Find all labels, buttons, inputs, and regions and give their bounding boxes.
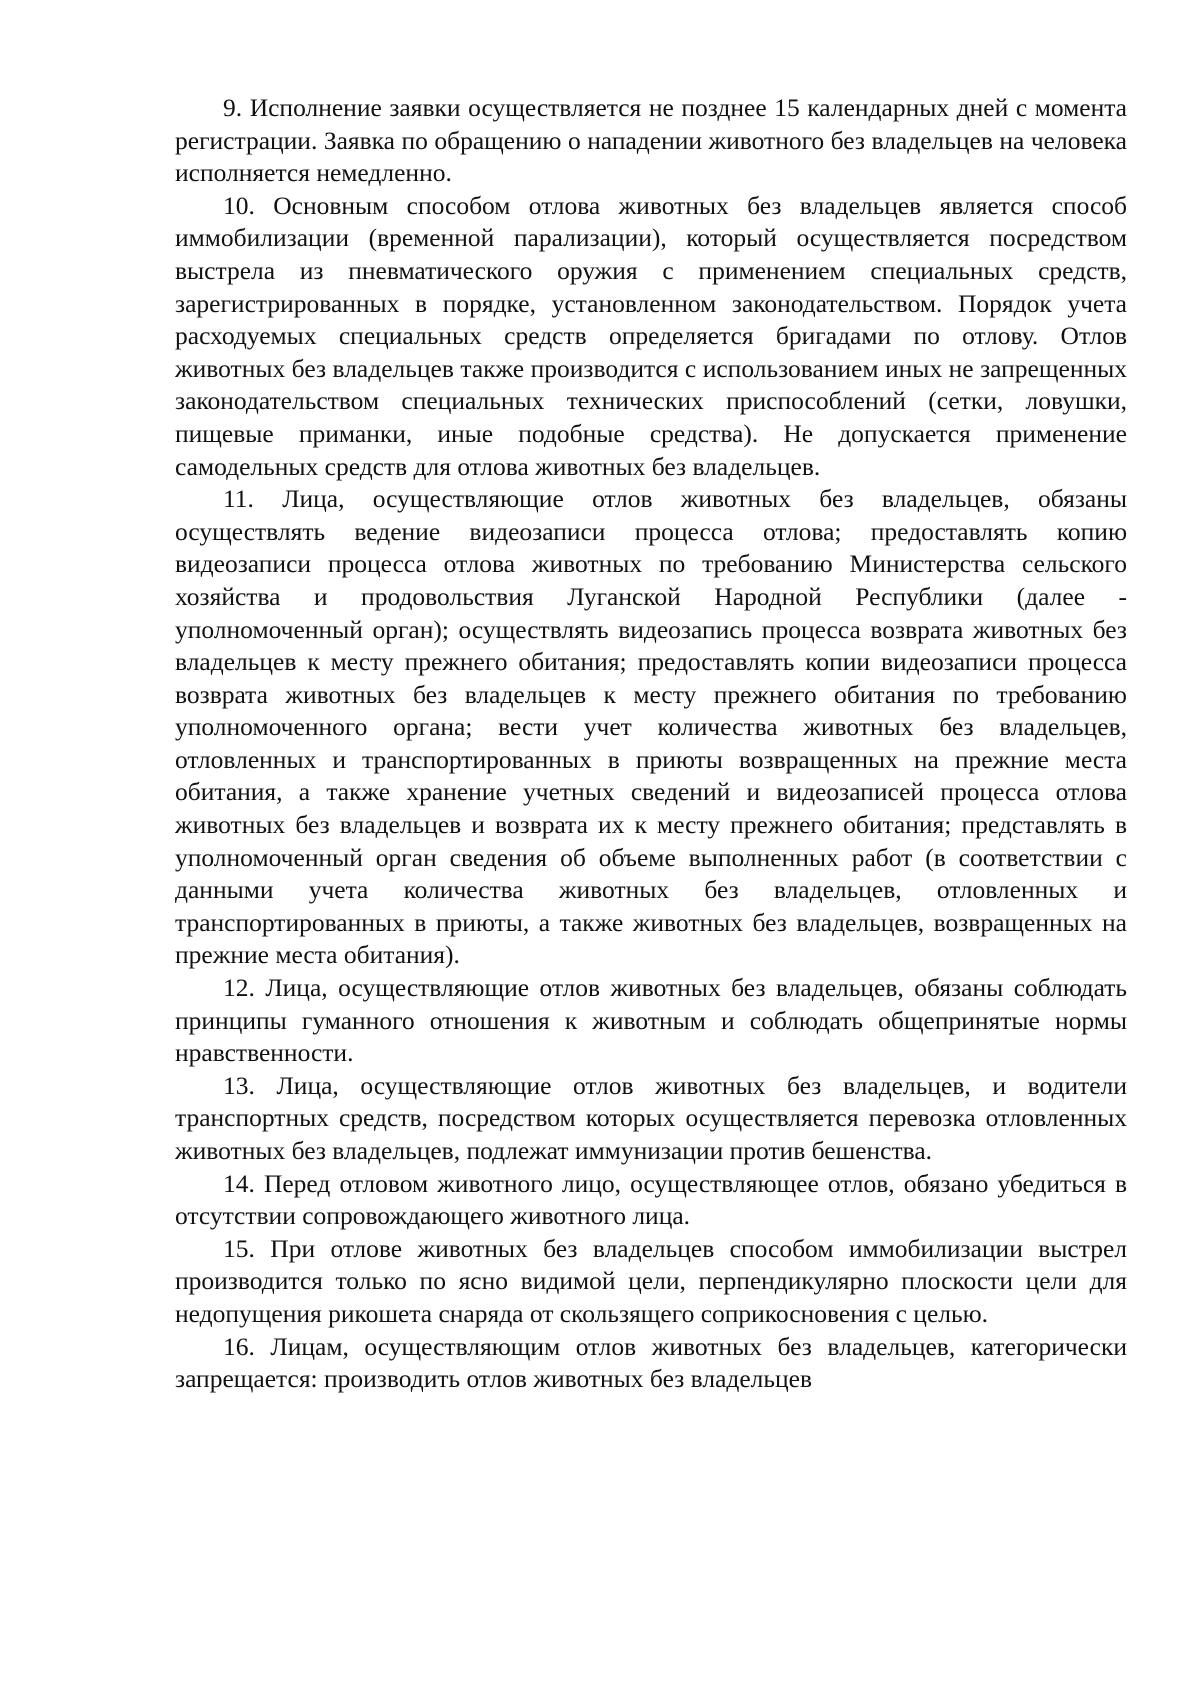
paragraph-13: 13. Лица, осуществляющие отлов животных без владельцев, и водители транспортных средств, посредством которых осуществляется перевозка отловленных животных без владельцев, подлежат иммунизации против бешенства. [175, 1070, 1127, 1165]
paragraph-14: 14. Перед отловом животного лицо, осуществляющее отлов, обязано убедиться в отсутствии сопровождающего животного лица. [175, 1168, 1127, 1231]
paragraph-9: 9. Исполнение заявки осуществляется не позднее 15 календарных дней с момента регистрации. Заявка по обращению о нападении животного без владельцев на человека исполняется немедленно. [175, 93, 1127, 188]
paragraph-15: 15. При отлове животных без владельцев способом иммобилизации выстрел производится только по ясно видимой цели, перпендикулярно плоскости цели для недопущения рикошета снаряда от скользящего соприкосновения с целью. [175, 1233, 1127, 1328]
paragraph-12: 12. Лица, осуществляющие отлов животных без владельцев, обязаны соблюдать принципы гуманного отношения к животным и соблюдать общепринятые нормы нравственности. [175, 973, 1127, 1068]
paragraph-11: 11. Лица, осуществляющие отлов животных без владельцев, обязаны осуществлять ведение видеозаписи процесса отлова; предоставлять копию видеозаписи процесса отлова животных по требованию Министерства сельского хозяйства и продовольствия Луганской Народной Республики (далее - уполномоченный орган); осуществлять видеозапись процесса возврата животных без владельцев к месту прежнего обитания; предоставлять копии видеозаписи процесса возврата животных без владельцев к месту прежнего обитания по требованию уполномоченного органа; вести учет количества животных без владельцев, отловленных и транспортированных в приюты возвращенных на прежние места обитания, а также хранение учетных сведений и видеозаписей процесса отлова животных без владельцев и возврата их к месту прежнего обитания; представлять в уполномоченный орган сведения об объеме выполненных работ (в соответствии с данными учета количества животных без владельцев, отловленных и транспортированных в приюты, а также животных без владельцев, возвращенных на прежние места обитания). [175, 484, 1127, 970]
paragraph-16: 16. Лицам, осуществляющим отлов животных без владельцев, категорически запрещается: производить отлов животных без владельцев [175, 1331, 1127, 1394]
paragraph-10: 10. Основным способом отлова животных без владельцев является способ иммобилизации (временной парализации), который осуществляется посредством выстрела из пневматического оружия с применением специальных средств, зарегистрированных в порядке, установленном законодательством. Порядок учета расходуемых специальных средств определяется бригадами по отлову. Отлов животных без владельцев также производится с использованием иных не запрещенных законодательством специальных технических приспособлений (сетки, ловушки, пищевые приманки, иные подобные средства). Не допускается применение самодельных средств для отлова животных без владельцев. [175, 190, 1127, 481]
document-body [175, 92, 1127, 1396]
